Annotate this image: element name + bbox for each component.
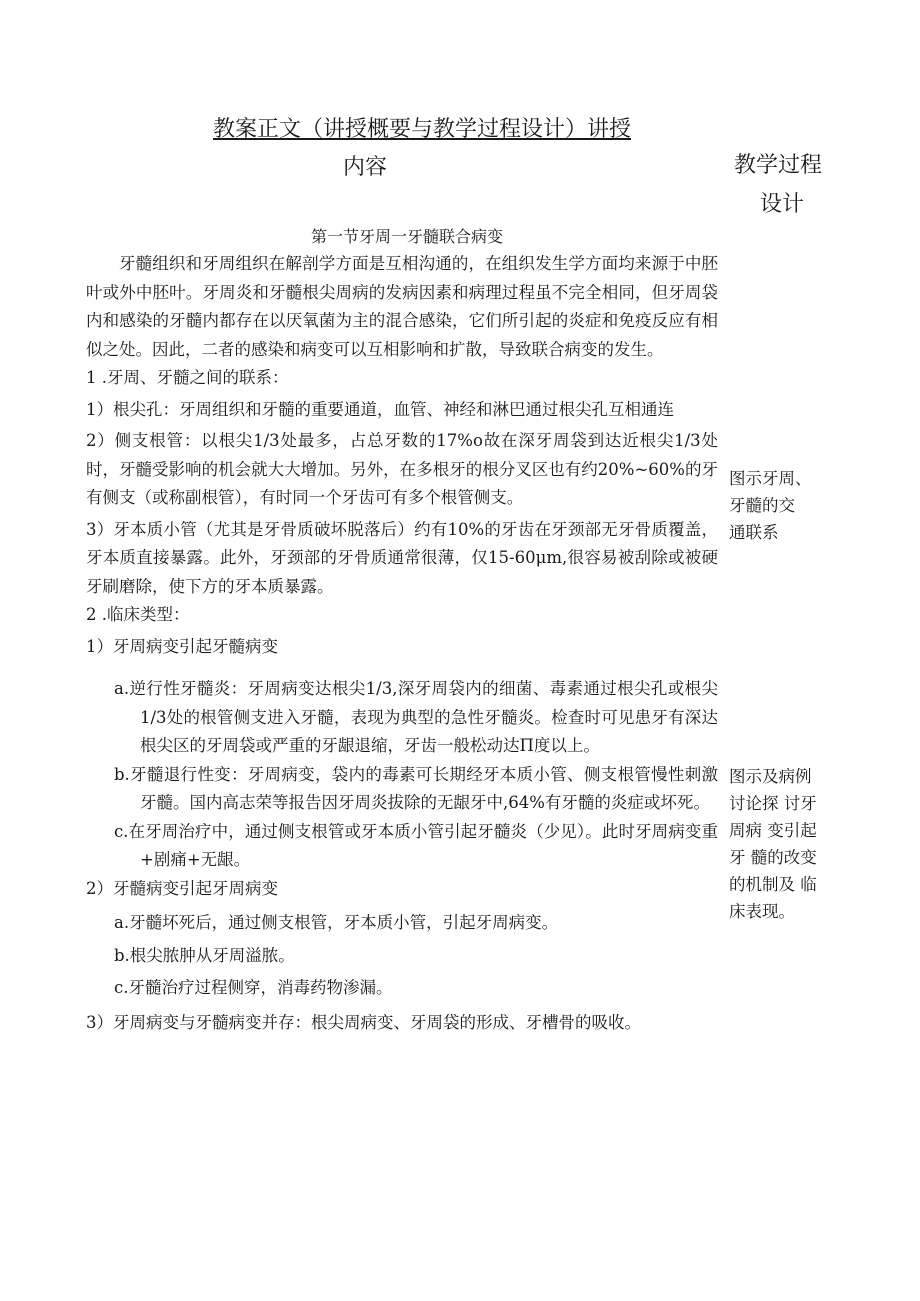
type2-item-b: b.根尖脓肿从牙周溢脓。 (114, 945, 295, 965)
side-note-2-line: 讨论探 讨牙 (729, 794, 817, 813)
part1-heading: 1 .牙周、牙髓之间的联系： (86, 368, 289, 387)
header-title-line2: 内容 (343, 155, 388, 180)
part1-item-1: 1）根尖孔：牙周组织和牙髓的重要通道，血管、神经和淋巴通过根尖孔互相通连 (86, 399, 674, 419)
side-note-1 (729, 465, 841, 546)
intro-paragraph: 牙髓组织和牙周组织在解剖学方面是互相沟通的，在组织发生学方面均来源于中胚叶或外中胚叶。牙周炎和牙髓根尖周病的发病因素和病理过程虽不完全相同，但牙周袋内和感染的牙髓内都存在以厌氧菌为主的混合感染，它们所引起的炎症和免疫反应有相似之处。因此，二者的感染和病变可以互相影响和扩散，导致联合病变的发生。 (86, 254, 718, 359)
type1-heading: 1）牙周病变引起牙髓病变 (86, 636, 278, 656)
type2-item-c: c.牙髓治疗过程侧穿，消毒药物渗漏。 (114, 978, 393, 997)
side-note-2-line: 牙 髓的改变 (729, 848, 817, 867)
side-note-1-line: 图示牙周、 (729, 469, 812, 488)
side-note-2-line: 周病 变引起 (729, 821, 817, 840)
type2-item-a: a.牙髓坏死后，通过侧支根管，牙本质小管，引起牙周病变。 (114, 913, 559, 932)
side-note-1-line: 牙髓的交 (729, 496, 795, 515)
side-note-2-line: 床表现。 (729, 902, 795, 921)
type3-line: 3）牙周病变与牙髓病变并存：根尖周病变、牙周袋的形成、牙槽骨的吸收。 (86, 1012, 641, 1032)
type1-item-c: c.在牙周治疗中，通过侧支根管或牙本质小管引起牙髓炎（少见）。此时牙周病变重+剧痛+无龈。 (114, 821, 718, 869)
header-right-line1: 教学过程 (734, 153, 823, 178)
part1-item-2: 2）侧支根管：以根尖1/3处最多，占总牙数的17%o故在深牙周袋到达近根尖1/3处时，牙髓受影响的机会就大大增加。另外，在多根牙的根分叉区也有约20%~60%的牙有侧支（或称副根管），有时同一个牙齿可有多个根管侧支。 (86, 431, 718, 507)
type1-item-a: a.逆行性牙髓炎：牙周病变达根尖1/3,深牙周袋内的细菌、毒素通过根尖孔或根尖1/3处的根管侧支进入牙髓，表现为典型的急性牙髓炎。检查时可见患牙有深达根尖区的牙周袋或严重的牙龈退缩，牙齿一般松动达Π度以上。 (114, 679, 718, 755)
section-title: 第一节牙周一牙髓联合病变 (310, 227, 503, 246)
side-note-2 (729, 763, 841, 925)
type1-item-b: b.牙髓退行性变：牙周病变，袋内的毒素可长期经牙本质小管、侧支根管慢性刺激牙髓。国内高志荣等报告因牙周炎拔除的无龈牙中,64%有牙髓的炎症或坏死。 (114, 764, 718, 812)
part2-heading: 2 .临床类型： (86, 605, 190, 624)
side-note-2-line: 的机制及 临 (729, 875, 817, 894)
type2-heading: 2）牙髓病变引起牙周病变 (86, 878, 278, 898)
part1-item-3: 3）牙本质小管（尤其是牙骨质破坏脱落后）约有10%的牙齿在牙颈部无牙骨质覆盖，牙本质直接暴露。此外，牙颈部的牙骨质通常很薄，仅15-60μm,很容易被刮除或被硬牙刷磨除，使下方的牙本质暴露。 (86, 519, 718, 596)
main-content (86, 224, 718, 1037)
side-note-1-line: 通联系 (729, 523, 779, 542)
header-title-line1: 教案正文（讲授概要与教学过程设计）讲授 (213, 117, 632, 142)
side-note-2-line: 图示及病例 (729, 767, 812, 786)
header-right-line2: 设计 (760, 192, 805, 217)
